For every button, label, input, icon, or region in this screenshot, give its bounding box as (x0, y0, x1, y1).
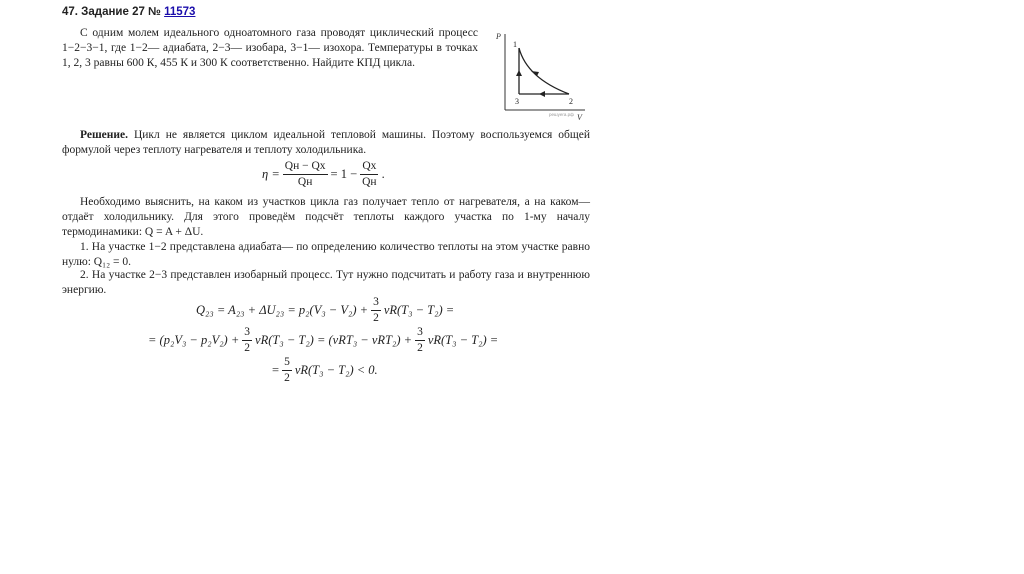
heat-line-2-left: = (p₂V₃ − p₂V₂) + (148, 333, 240, 347)
arrow-2-3 (539, 91, 545, 97)
arrow-1-2 (531, 71, 539, 76)
task-title: 47. Задание 27 № (62, 6, 165, 18)
five-halves-fraction (282, 356, 292, 385)
fraction-2-denominator: 2 (244, 342, 251, 354)
eta-mid: = 1 − (330, 167, 358, 181)
solution-paragraph-2: Необходимо выяснить, на каком из участков цикла газ получает тепло от нагревателя, а на каком— отдаёт холодильнику. Для этого проведём подсчёт теплоты каждого участка по 1-му началу термодинамики: Q = A + ΔU. (62, 196, 590, 238)
fraction-3-denominator: 2 (417, 342, 423, 354)
eta-numerator-1: Qн − Qх (283, 160, 328, 175)
solution-paragraph-4: 2. На участке 2−3 представлен изобарный процесс. Тут нужно подсчитать и работу газа и внутреннюю энергию. (62, 269, 590, 296)
three-halves-fraction-1 (371, 296, 381, 325)
point-2-label: 2 (569, 97, 573, 106)
three-halves-fraction-2 (242, 326, 252, 355)
solution-paragraph-3: 1. На участке 1−2 представлена адиабата— по определению количество теплоты на этом участке равно нулю: Q₁₂ = 0. (62, 241, 590, 268)
fraction-4-denominator: 2 (284, 372, 290, 384)
eta-fraction-2 (360, 160, 378, 189)
eta-end: . (381, 167, 385, 181)
axis-v-label: V (577, 113, 582, 122)
solution-intro-text: Цикл не является циклом идеальной тепловой машины. Поэтому воспользуемся общей формулой через теплоту нагревателя и теплоту холодильника. (62, 129, 590, 156)
eta-fraction-1 (283, 160, 328, 189)
fraction-1-numerator: 3 (371, 296, 381, 311)
eta-denominator-1: Qн (297, 176, 313, 188)
heat-line-2-mid: νR(T₃ − T₂) = (νRT₃ − νRT₂) + (255, 333, 413, 347)
arrow-3-1 (516, 70, 522, 76)
heat-formula-line-2 (148, 326, 498, 355)
point-3-label: 3 (515, 97, 519, 106)
problem-statement: С одним молем идеального одноатомного газа проводят циклический процесс 1−2−3−1, где 1−2— адиабата, 2−3— изобара, 3−1— изохора. Температуры в точках 1, 2, 3 равны 600 К, 455 К и 300 К соответственно. Найдите КПД цикла. (62, 27, 478, 69)
adiabat-1-2 (519, 48, 569, 94)
heat-formula-line-1 (196, 296, 454, 325)
fraction-1-denominator: 2 (373, 312, 379, 324)
eta-denominator-2: Qн (362, 176, 377, 188)
fraction-2-numerator: 3 (242, 326, 252, 341)
heat-line-2-right: νR(T₃ − T₂) = (427, 333, 499, 347)
heat-formula-line-3 (272, 356, 378, 385)
heat-line-1-right: νR(T₃ − T₂) = (383, 303, 455, 317)
eta-numerator-2: Qх (360, 160, 378, 175)
cycle (519, 48, 569, 94)
efficiency-formula (262, 160, 385, 189)
solution-label: Решение. (80, 129, 129, 141)
three-halves-fraction-3 (415, 326, 425, 355)
solution-intro (62, 128, 590, 158)
arrows (516, 70, 545, 97)
fraction-3-numerator: 3 (415, 326, 425, 341)
eta-lhs: η = (262, 167, 280, 181)
watermark: решуега.рф (549, 112, 574, 117)
heat-line-1-left: Q₂₃ = A₂₃ + ΔU₂₃ = p₂(V₃ − V₂) + (196, 303, 369, 317)
task-number-link[interactable]: 11573 (164, 6, 196, 18)
pv-diagram (493, 30, 589, 122)
heat-line-3-right: νR(T₃ − T₂) < 0. (294, 363, 378, 377)
heat-line-3-left: = (272, 363, 280, 377)
task-header (62, 6, 195, 18)
point-1-label: 1 (513, 40, 517, 49)
axis-p-label: P (496, 32, 501, 41)
fraction-4-numerator: 5 (282, 356, 292, 371)
